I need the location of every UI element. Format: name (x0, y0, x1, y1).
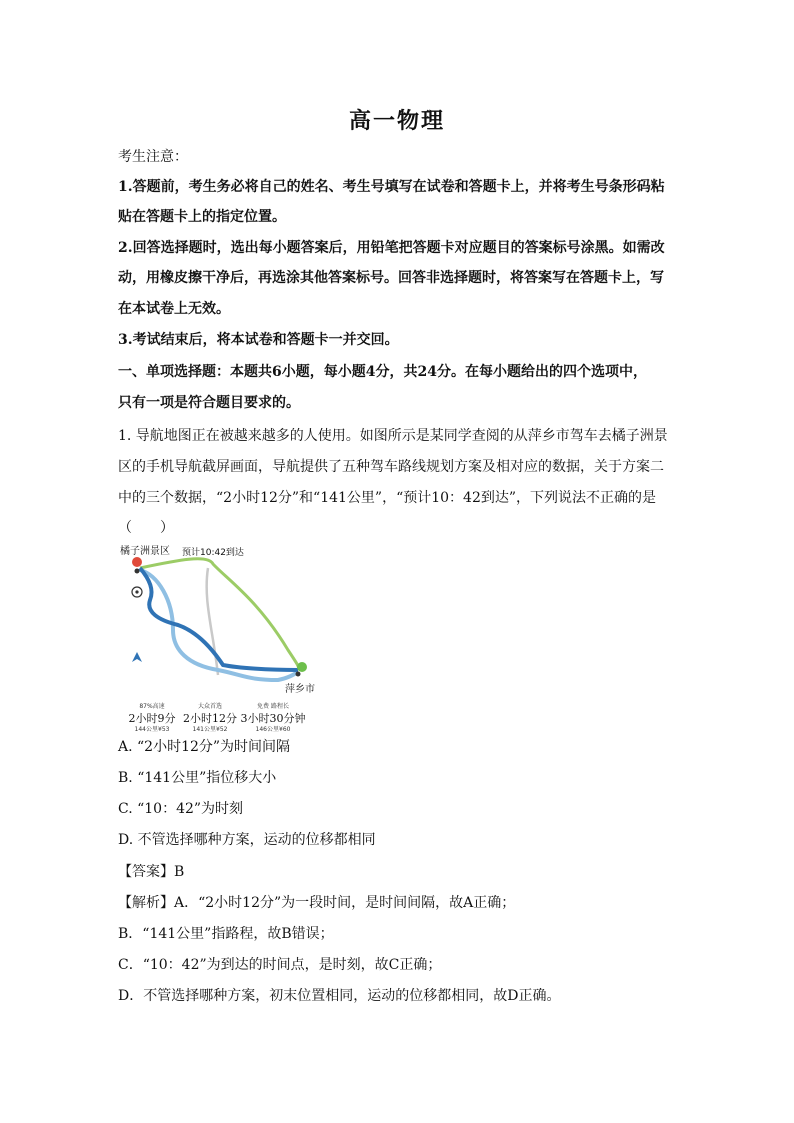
route-time: 2小时9分 (128, 712, 176, 725)
answer-label: 【答案】 (118, 864, 174, 880)
analysis-line (118, 893, 678, 913)
option-a: A. “2小时12分”为时间间隔 (118, 739, 291, 755)
question-stem: 1. 导航地图正在被越来越多的人使用。如图所示是某同学查阅的从萍乡市驾车去橘子洲景 (118, 428, 668, 444)
route-tag: 87%高速 (139, 703, 165, 710)
route-tag: 大众首选 (197, 703, 223, 710)
destination-pin-icon (132, 557, 142, 567)
analysis-label: 【解析】 (118, 895, 174, 911)
route-tag: 免费 路程长 (257, 703, 289, 710)
route-distance: 144公里¥53 (134, 726, 170, 733)
destination-label: 橘子洲景区 (120, 546, 170, 557)
notice-line: 在本试卷上无效。 (118, 301, 230, 317)
notice-line: 动，用橡皮擦干净后，再选涂其他答案标号。回答非选择题时，将答案写在答题卡上，写 (118, 270, 664, 286)
question-stem: 中的三个数据，“2小时12分”和“141公里”，“预计10：42到达”，下列说法不正确的是 (118, 490, 657, 506)
notice-line: 1.答题前，考生务必将自己的姓名、考生号填写在试卷和答题卡上，并将考生号条形码粘 (118, 179, 665, 195)
notice-heading: 考生注意： (118, 149, 188, 165)
eta-label: 预计10:42到达 (182, 548, 244, 558)
notice-line: 3.考试结束后，将本试卷和答题卡一并交回。 (118, 332, 399, 348)
notice-line: 2.回答选择题时，选出每小题答案后，用铅笔把答题卡对应题目的答案标号涂黑。如需改 (118, 240, 665, 256)
question-stem: （ ） (118, 520, 174, 536)
route-distance: 146公里¥60 (255, 726, 291, 733)
option-c: C. “10：42”为时刻 (118, 801, 244, 817)
origin-label: 萍乡市 (285, 684, 315, 695)
navigation-map-figure (118, 540, 378, 740)
analysis-line: B．“141公里”指路程，故B错误； (118, 926, 334, 942)
route-time: 2小时12分 (183, 712, 237, 725)
origin-pin-icon (297, 662, 307, 672)
answer-line (118, 862, 678, 882)
page-title: 高一物理 (348, 108, 445, 134)
route-distance: 141公里¥52 (192, 726, 228, 733)
analysis-line: D．不管选择哪种方案，初末位置相同，运动的位移都相同，故D正确。 (118, 988, 561, 1004)
option-d: D. 不管选择哪种方案，运动的位移都相同 (118, 832, 376, 848)
section-heading: 只有一项是符合题目要求的。 (118, 395, 300, 411)
question-stem: 区的手机导航截屏画面，导航提供了五种驾车路线规划方案及相对应的数据，关于方案二 (118, 459, 664, 475)
section-heading: 一、单项选择题：本题共6小题，每小题4分，共24分。在每小题给出的四个选项中， (118, 364, 647, 380)
navigation-map (118, 540, 378, 740)
answer-value: B (174, 864, 185, 880)
route-time: 3小时30分钟 (240, 712, 306, 725)
analysis-text: A．“2小时12分”为一段时间，是时间间隔，故A正确； (174, 895, 516, 911)
notice-line: 贴在答题卡上的指定位置。 (118, 209, 286, 225)
option-b: B. “141公里”指位移大小 (118, 770, 277, 786)
analysis-line: C．“10：42”为到达的时间点，是时刻，故C正确； (118, 957, 442, 973)
